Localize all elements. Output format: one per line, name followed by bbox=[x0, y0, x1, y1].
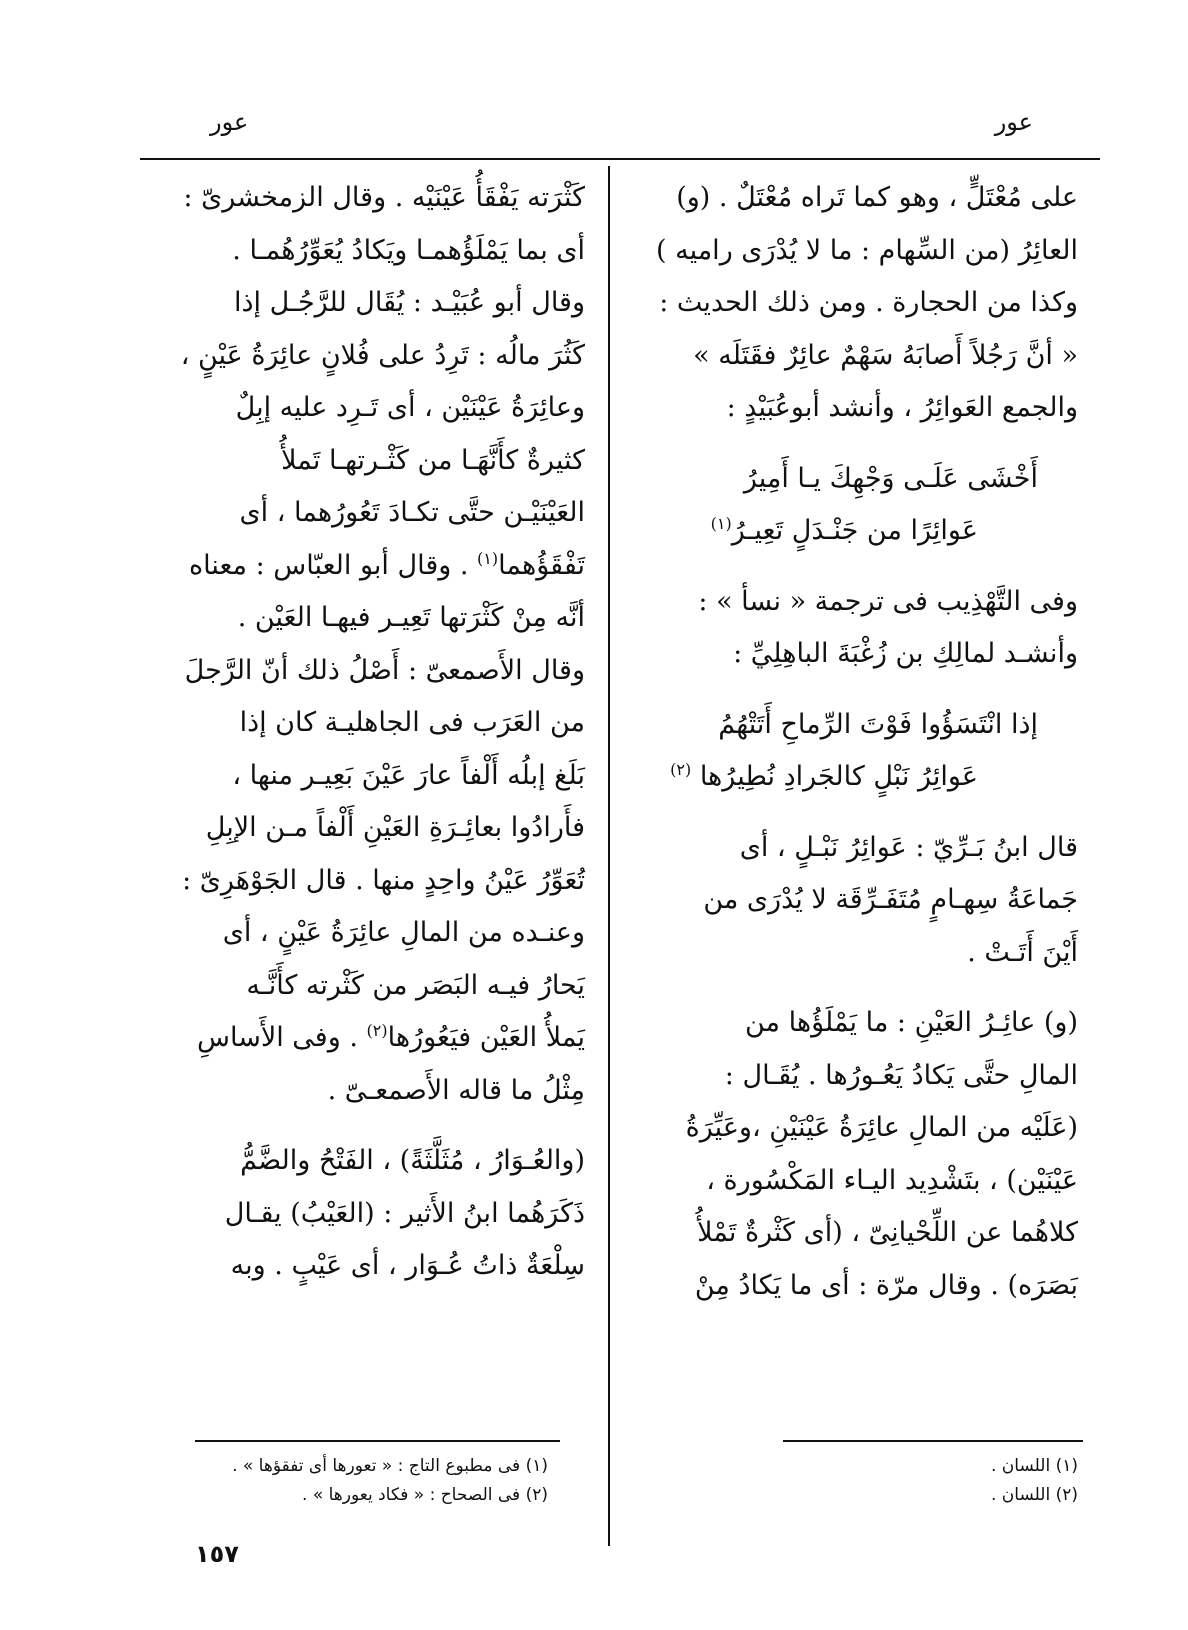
text-line: أنَّه مِنْ كَثْرَتها تَعِيـر فيهـا العَيْن . bbox=[237, 602, 585, 633]
footnote: (١) اللسان . bbox=[991, 1456, 1078, 1476]
text-segment: تَفْقَؤُهما bbox=[498, 549, 585, 581]
text-line: وعنـده من المالِ عائِرَةُ عَيْنٍ ، أى bbox=[222, 917, 585, 948]
verse-block-2 bbox=[648, 699, 1078, 804]
text-line: وقال الأَصمعىّ : أَصْلُ ذلك أنّ الرَّجلَ bbox=[184, 654, 585, 686]
verse-text: عَوائِرًا من جَنْـدَلٍ تَعِيـرُ bbox=[731, 515, 978, 546]
paragraph-gap bbox=[648, 979, 1078, 997]
text-line: وكذا من الحجارة . ومن ذلك الحديث : bbox=[659, 287, 1078, 318]
text-line: (والعُـوَارُ ، مُثَلَّثَةً) ، الفَتْحُ والضَّمُّ bbox=[240, 1145, 585, 1176]
text-line: كلاهُما عن اللِّحْيانِىّ ، (أى كَثْرةٌ تَمْلأُ bbox=[697, 1217, 1078, 1248]
text-line: تُعَوِّرُ عَيْنُ واحِدٍ منها . قال الجَوْهَرِىّ : bbox=[182, 864, 585, 896]
footnote-marker: (٢) bbox=[366, 1021, 388, 1040]
column-divider bbox=[608, 166, 610, 1546]
header-root-word-right: عور bbox=[994, 108, 1033, 136]
text-line: بَلَغ إبلُه أَلْفاً عارَ عَيْنَ بَعِيـر منها ، bbox=[232, 759, 585, 791]
text-line: مِثْلُ ما قاله الأَصمعـىّ . bbox=[327, 1074, 585, 1106]
footnote: (٢) اللسان . bbox=[991, 1485, 1078, 1505]
text-line: كَثُرَ مالُه : تَرِدُ على فُلانٍ عائِرَةُ عَيْنٍ ، bbox=[180, 339, 585, 371]
text-line: أَيْنَ أَتَـتْ . bbox=[967, 936, 1078, 968]
footnote: (١) فى مطبوع التاج : « تعورها أى تفقؤها » . bbox=[232, 1456, 548, 1476]
text-line: قال ابنُ بَـرِّيّ : عَوائِرُ نَبْـلٍ ، أى bbox=[739, 831, 1078, 863]
text-line: فأَرادُوا بعائِـرَةِ العَيْنِ أَلْفاً مـن الإبِلِ bbox=[205, 812, 585, 843]
text-line: وقال أبو عُبَيْـد : يُقَال للرَّجُـل إذا bbox=[234, 287, 585, 318]
text-line: جَماعَةُ سِهـامٍ مُتَفَـرِّقَة لا يُدْرَى من bbox=[703, 884, 1078, 915]
text-line bbox=[155, 1012, 585, 1065]
text-line: العائِرُ (من السِّهام : ما لا يُدْرَى راميه ) bbox=[655, 234, 1078, 266]
text-line: (عَلَيْه من المالِ عائِرَةُ عَيْنَيْنِ ،وعَيِّرَةُ bbox=[685, 1112, 1078, 1143]
footnote: (٢) فى الصحاح : « فكاد يعورها » . bbox=[302, 1485, 548, 1505]
text-line: (و) عائِـرُ العَيْنِ : ما يَمْلَؤُها من bbox=[745, 1007, 1078, 1038]
right-column bbox=[648, 172, 1078, 1312]
text-segment: يَملأُ العَيْن فيَعُورُها bbox=[387, 1022, 585, 1053]
verse-line: إذا انْتَسَؤُوا فَوْتَ الرِّماحِ أَتَتْهُمُ bbox=[718, 708, 1038, 740]
verse-line bbox=[648, 751, 1078, 804]
verse-text: عَوائِرُ نَبْلٍ كالجَرادِ نُطِيرُها bbox=[699, 761, 978, 792]
text-line: « أنَّ رَجُلاً أَصابَهُ سَهْمٌ عائِرٌ فقَتَلَه » bbox=[693, 339, 1078, 371]
text-line: كَثْرَته يَفْقَأُ عَيْنَيْه . وقال الزمخشرىّ : bbox=[183, 182, 585, 213]
header-root-word-left: عور bbox=[210, 108, 249, 136]
text-line: ذَكَرَهُما ابنُ الأَثير : (العَيْبُ) يقـال bbox=[224, 1197, 585, 1229]
footnote-marker: (٢) bbox=[670, 760, 692, 779]
text-segment: . وفى الأَساسِ bbox=[197, 1022, 367, 1053]
text-line: العَيْنَيْـن حتَّى تكـادَ تَعُورُهما ، أى bbox=[239, 497, 585, 528]
text-line: وعائِرَةُ عَيْنَيْن ، أى تَـرِد عليه إبِلٌ bbox=[235, 392, 585, 423]
text-line bbox=[155, 540, 585, 593]
header-rule bbox=[140, 158, 1100, 160]
text-line: كثيرةٌ كأَنَّهَـا من كَثْـرتهـا تَملأُ bbox=[281, 444, 585, 476]
text-line: على مُعْتَلٍّ ، وهو كما تَراه مُعْتَلٌ . (و) bbox=[676, 182, 1078, 213]
text-line: سِلْعَةٌ ذاتُ عُـوَار ، أى عَيْبٍ . وبه bbox=[230, 1250, 585, 1281]
verse-line: أَخْشَى عَلَـى وَجْهِكَ يـا أَمِيرُ bbox=[743, 462, 1038, 494]
footnote-rule-right bbox=[783, 1440, 1083, 1442]
paragraph-gap bbox=[155, 1117, 585, 1135]
text-segment: . وقال أبو العبّاس : معناه bbox=[189, 549, 478, 581]
text-line: وأنشـد لمالِكِ بن زُغْبَةَ الباهِلِيِّ : bbox=[733, 638, 1078, 669]
left-column bbox=[155, 172, 585, 1293]
text-line: والجمع العَوائِرُ ، وأنشد أبوعُبَيْدٍ : bbox=[726, 392, 1078, 423]
text-line: أى بما يَمْلَؤُهمـا ويَكادُ يُعَوِّرُهُمـا . bbox=[232, 234, 585, 266]
text-line: من العَرَب فى الجاهليـة كان إذا bbox=[239, 707, 585, 738]
footnote-rule-left bbox=[195, 1440, 560, 1442]
text-line: المالِ حتَّى يَكادُ يَعُـورُها . يُقَـال : bbox=[724, 1059, 1078, 1091]
text-line: عَيْنَيْن) ، بتَشْدِيد اليـاء المَكْسُورة ، bbox=[706, 1164, 1078, 1196]
text-line: وفى التَّهْذِيب فى ترجمة « نسأ » : bbox=[698, 585, 1078, 617]
footnotes-right bbox=[991, 1452, 1078, 1510]
verse-line bbox=[648, 505, 1078, 558]
page-number: ١٥٧ bbox=[195, 1540, 239, 1568]
text-line: بَصَرَه) . وقال مرّة : أى ما يَكادُ مِنْ bbox=[694, 1269, 1078, 1301]
verse-block-1 bbox=[648, 453, 1078, 558]
text-line: يَحارُ فيـه البَصَر من كَثْرته كأَنَّـه bbox=[246, 969, 585, 1001]
footnote-marker: (١) bbox=[710, 514, 732, 533]
footnotes-left bbox=[232, 1452, 548, 1510]
footnote-marker: (١) bbox=[477, 548, 499, 568]
